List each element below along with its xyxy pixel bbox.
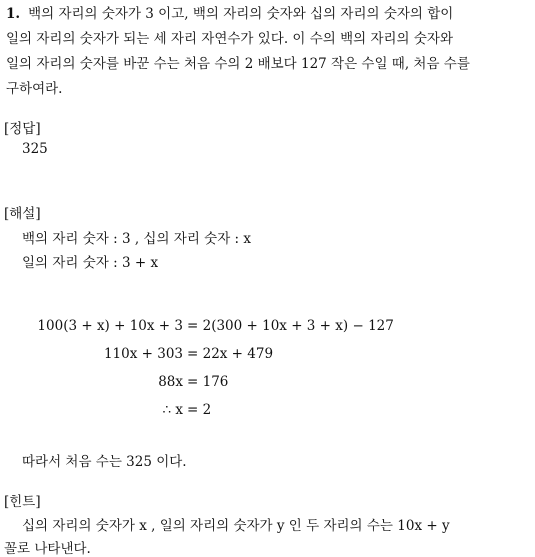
equation-2-lhs: 110x + 303 xyxy=(103,346,183,362)
answer-header: [정답] xyxy=(4,121,41,137)
equation-1-rhs: = 2(300 + 10x + 3 + x) − 127 xyxy=(187,318,394,334)
equation-4-lhs: ∴ x xyxy=(162,402,183,418)
hint-header: [힌트] xyxy=(4,494,41,510)
solution-conclusion: 따라서 처음 수는 325 이다. xyxy=(22,454,187,470)
solution-line-2: 일의 자리 숫자 : 3 + x xyxy=(22,255,159,271)
problem-line-4: 구하여라. xyxy=(6,81,63,97)
problem-line-3: 일의 자리의 숫자를 바꾼 수는 처음 수의 2 배보다 127 작은 수일 때, 처음 수를 xyxy=(6,56,470,72)
problem-line-1 xyxy=(6,2,453,22)
hint-line-2: 꼴로 나타낸다. xyxy=(4,541,91,557)
equation-3-rhs: = 176 xyxy=(187,374,229,390)
hint-line-1: 십의 자리의 숫자가 x , 일의 자리의 숫자가 y 인 두 자리의 수는 10x + y xyxy=(22,518,450,534)
problem-number: 1. xyxy=(6,6,21,22)
solution-header: [해설] xyxy=(4,206,41,222)
answer-value: 325 xyxy=(22,141,48,157)
problem-line-2: 일의 자리의 숫자가 되는 세 자리 자연수가 있다. 이 수의 백의 자리의 숫자와 xyxy=(6,31,454,47)
equation-3-lhs: 88x xyxy=(158,374,183,390)
equation-2-rhs: = 22x + 479 xyxy=(187,346,274,362)
problem-text-1: 백의 자리의 숫자가 3 이고, 백의 자리의 숫자와 십의 자리의 숫자의 합이 xyxy=(28,6,454,22)
equation-4-rhs: = 2 xyxy=(187,402,212,418)
solution-line-1: 백의 자리 숫자 : 3 , 십의 자리 숫자 : x xyxy=(22,231,251,247)
equation-1-lhs: 100(3 + x) + 10x + 3 xyxy=(37,318,183,334)
